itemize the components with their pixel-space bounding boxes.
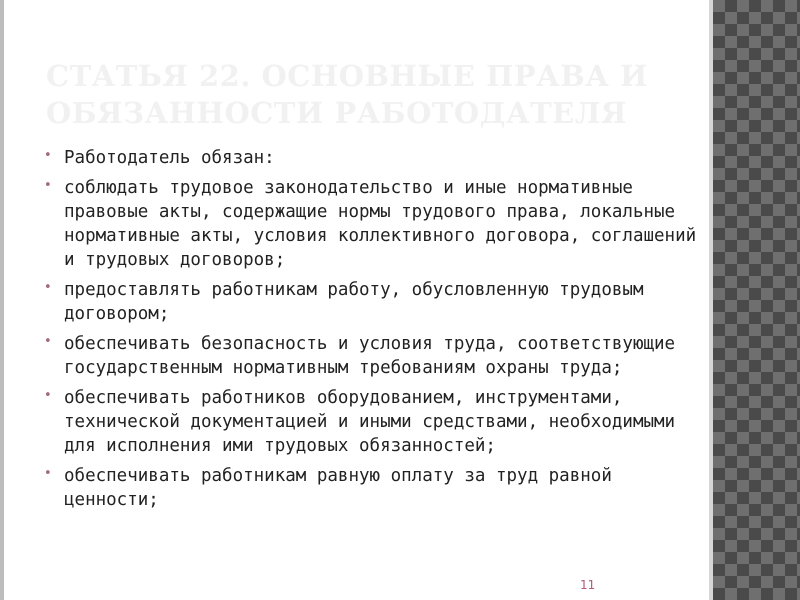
bullet-text: предоставлять работникам работу, обусловленную трудовым договором; [64,280,644,324]
bullet-icon: • [44,178,52,193]
bullet-icon: • [44,466,52,481]
bullet-text: Работодатель обязан: [64,148,275,168]
bullet-text: соблюдать трудовое законодательство и иные нормативные правовые акты, содержащие нормы трудового права, локальные нормативные акты, условия коллективного договора, соглашений и трудовых договоров; [64,178,697,270]
decorative-side-pattern [713,0,800,600]
slide-left-edge [0,0,4,600]
page-number: 11 [580,578,596,592]
slide-title: СТАТЬЯ 22. ОСНОВНЫЕ ПРАВА И ОБЯЗАННОСТИ РАБОТОДАТЕЛЯ [46,59,648,130]
bullet-item [42,332,702,380]
bullet-icon: • [44,148,52,163]
bullet-text: обеспечивать работникам равную оплату за труд равной ценности; [64,466,612,510]
bullet-item [42,176,702,272]
bullet-icon: • [44,334,52,349]
bullet-icon: • [44,280,52,295]
bullet-icon: • [44,388,52,403]
bullet-text: обеспечивать работников оборудованием, инструментами, технической документацией и иными средствами, необходимыми для исполнения ими трудовых обязанностей; [64,388,676,456]
bullet-item [42,386,702,458]
bullet-item [42,464,702,512]
bullet-text: обеспечивать безопасность и условия труда, соответствующие государственным нормативным требованиям охраны труда; [64,334,676,378]
bullet-item [42,278,702,326]
bullet-list [42,146,702,518]
bullet-item [42,146,702,170]
